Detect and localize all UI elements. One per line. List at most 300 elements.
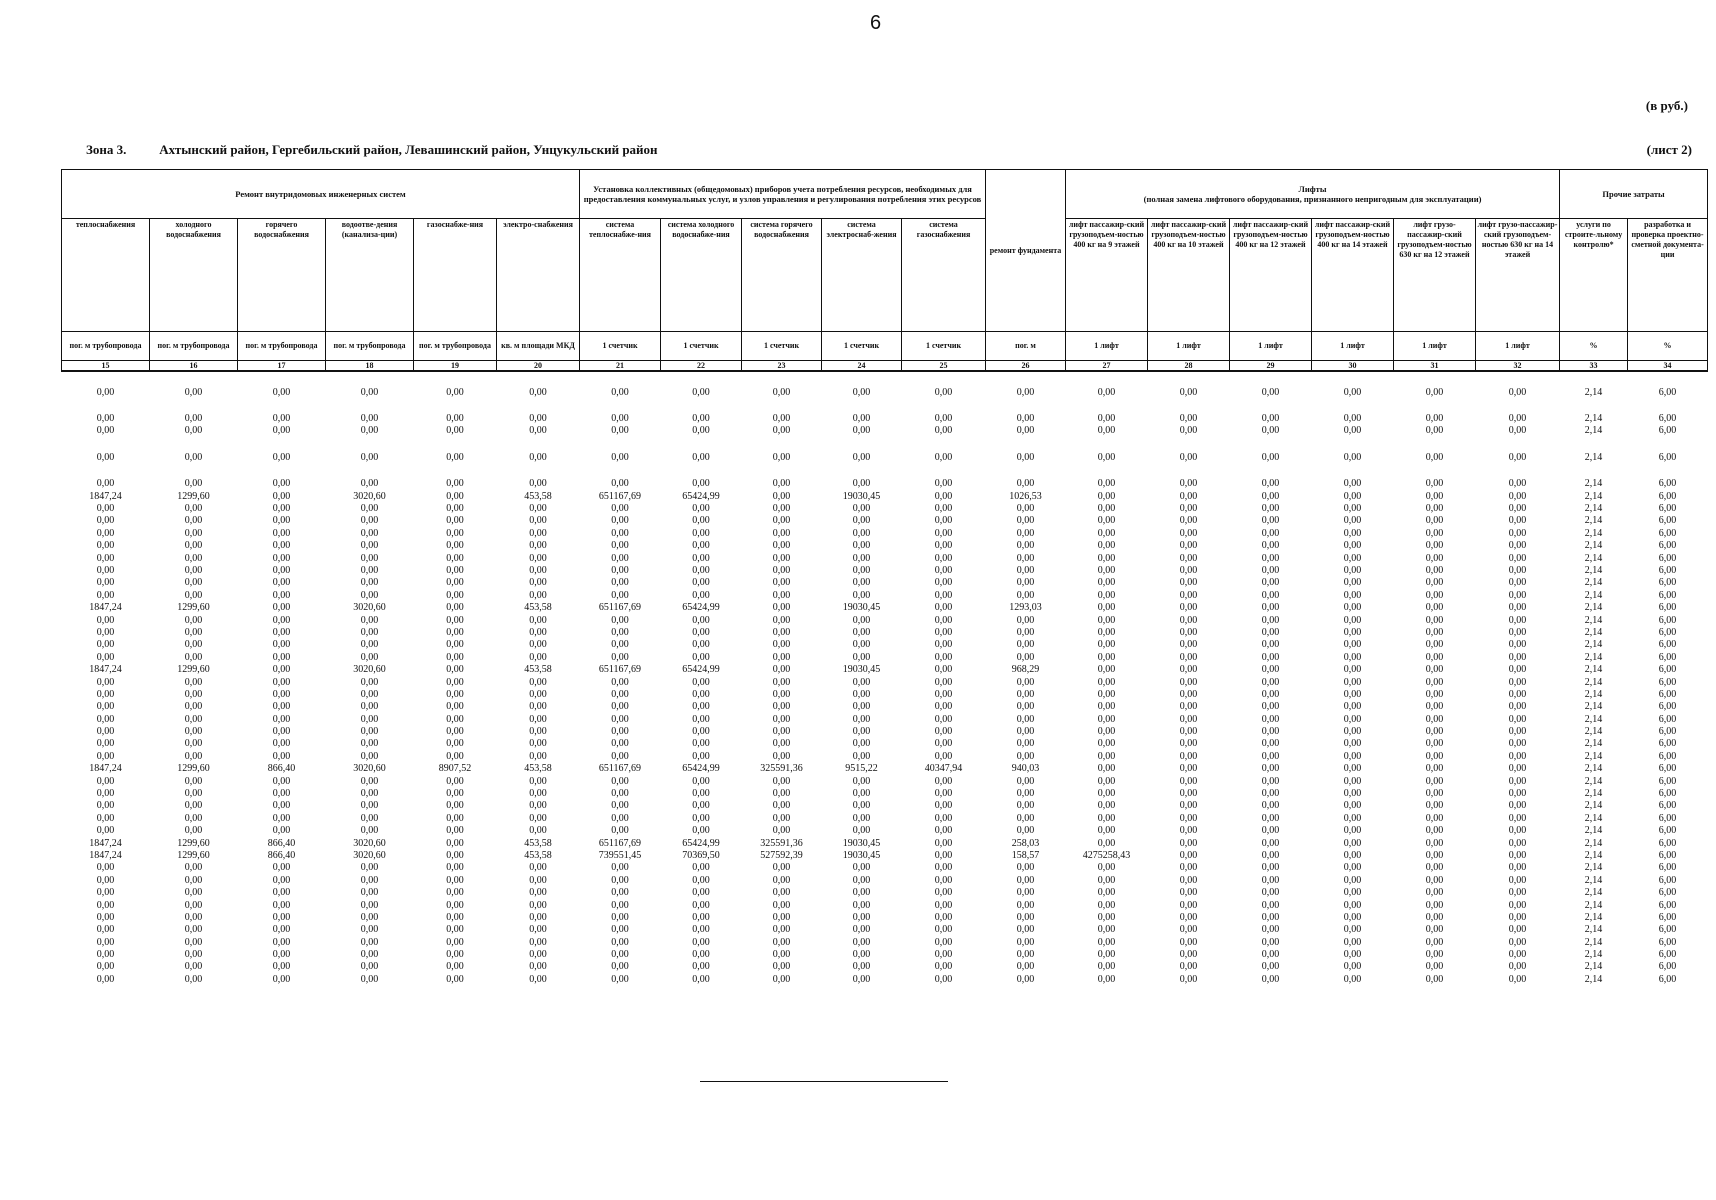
table-cell: 0,00 <box>852 911 871 923</box>
table-cell: 0,00 <box>1179 564 1198 576</box>
table-cell: 1847,24 <box>89 602 122 614</box>
table-cell: 453,58 <box>524 664 552 676</box>
table-cell: 0,00 <box>446 961 464 973</box>
table-cell: 0,00 <box>96 386 115 398</box>
table-cell: 0,00 <box>852 701 871 713</box>
table-cell: 0,00 <box>1179 899 1198 911</box>
table-row <box>62 614 1708 626</box>
table-cell: 2,14 <box>1584 738 1603 750</box>
table-cell: 0,00 <box>1097 738 1116 750</box>
table-cell: 0,00 <box>1508 924 1527 936</box>
table-cell: 0,00 <box>1343 936 1362 948</box>
table-row <box>62 899 1708 911</box>
table-cell: 0,00 <box>1508 614 1527 626</box>
table-row <box>62 564 1708 576</box>
table-cell: 651167,69 <box>598 837 642 849</box>
table-cell: 0,00 <box>272 515 291 527</box>
table-cell: 0,00 <box>529 639 547 651</box>
table-cell: 0,00 <box>852 478 871 490</box>
table-cell: 0,00 <box>611 688 629 700</box>
table-cell: 0,00 <box>1425 503 1444 515</box>
table-cell: 0,00 <box>1261 812 1280 824</box>
table-cell: 0,00 <box>934 713 953 725</box>
table-cell: 0,00 <box>852 540 871 552</box>
table-cell: 1299,60 <box>177 490 210 502</box>
table-cell: 0,00 <box>934 540 953 552</box>
table-cell: 2,14 <box>1584 676 1603 688</box>
column-header-row <box>62 219 1708 332</box>
unit-cell: пог. м <box>986 332 1066 361</box>
table-cell: 0,00 <box>446 664 464 676</box>
table-cell: 0,00 <box>272 651 291 663</box>
table-cell: 0,00 <box>1261 911 1280 923</box>
table-cell: 0,00 <box>852 738 871 750</box>
table-cell: 0,00 <box>1508 775 1527 787</box>
table-cell: 453,58 <box>524 837 552 849</box>
table-cell: 0,00 <box>1508 973 1527 985</box>
table-cell: 0,00 <box>1508 911 1527 923</box>
table-cell: 0,00 <box>1016 577 1035 589</box>
table-cell: 0,00 <box>852 726 871 738</box>
table-cell: 0,00 <box>611 701 629 713</box>
table-cell: 0,00 <box>446 949 464 961</box>
table-cell: 0,00 <box>446 626 464 638</box>
table-cell: 0,00 <box>1016 701 1035 713</box>
table-cell: 0,00 <box>934 800 953 812</box>
table-cell: 0,00 <box>934 701 953 713</box>
table-cell: 0,00 <box>934 961 953 973</box>
table-cell: 0,00 <box>272 812 291 824</box>
table-cell: 0,00 <box>529 924 547 936</box>
table-cell: 1847,24 <box>89 849 122 861</box>
table-cell: 3020,60 <box>353 490 386 502</box>
table-row <box>62 626 1708 638</box>
table-cell: 0,00 <box>611 726 629 738</box>
table-row <box>62 948 1708 960</box>
table-cell: 0,00 <box>772 540 791 552</box>
table-cell: 0,00 <box>1097 911 1116 923</box>
column-header-28: лифт пассажир-ский грузоподъем-ностью 400 кг на 10 этажей <box>1148 219 1230 332</box>
table-cell: 0,00 <box>1179 911 1198 923</box>
table-cell: 0,00 <box>772 701 791 713</box>
table-cell: 0,00 <box>1425 862 1444 874</box>
table-body <box>62 371 1708 986</box>
unit-row <box>62 332 1708 361</box>
table-cell: 0,00 <box>852 961 871 973</box>
column-header-23: система горячего водоснабжения <box>742 219 822 332</box>
table-cell: 0,00 <box>184 626 203 638</box>
table-cell: 0,00 <box>184 800 203 812</box>
table-cell: 0,00 <box>1261 837 1280 849</box>
table-cell: 0,00 <box>446 589 464 601</box>
column-header-18: водоотве-дения (канализа-ции) <box>326 219 414 332</box>
table-cell: 0,00 <box>1508 862 1527 874</box>
table-cell: 0,00 <box>1425 688 1444 700</box>
table-row <box>62 837 1708 849</box>
table-cell: 0,00 <box>529 589 547 601</box>
table-cell: 0,00 <box>446 425 464 437</box>
column-header-29: лифт пассажир-ский грузоподъем-ностью 400 кг на 12 этажей <box>1230 219 1312 332</box>
table-cell: 0,00 <box>852 577 871 589</box>
table-cell: 0,00 <box>692 614 710 626</box>
table-cell: 0,00 <box>1016 936 1035 948</box>
table-cell: 0,00 <box>1016 413 1035 425</box>
table-cell: 6,00 <box>1658 639 1677 651</box>
unit-cell: пог. м трубопровода <box>326 332 414 361</box>
table-cell: 0,00 <box>1343 924 1362 936</box>
table-cell: 0,00 <box>1343 726 1362 738</box>
table-cell: 0,00 <box>272 490 291 502</box>
table-cell: 1847,24 <box>89 763 122 775</box>
table-cell: 0,00 <box>529 874 547 886</box>
table-cell: 0,00 <box>1097 386 1116 398</box>
table-cell: 2,14 <box>1584 614 1603 626</box>
table-cell: 0,00 <box>852 936 871 948</box>
table-cell: 0,00 <box>772 676 791 688</box>
table-cell: 0,00 <box>772 973 791 985</box>
table-cell: 0,00 <box>1508 413 1527 425</box>
table-header <box>62 170 1708 372</box>
table-cell: 0,00 <box>1508 713 1527 725</box>
table-row <box>62 552 1708 564</box>
table-cell: 0,00 <box>1261 924 1280 936</box>
table-cell: 0,00 <box>1016 887 1035 899</box>
table-cell: 3020,60 <box>353 837 386 849</box>
table-cell: 0,00 <box>692 639 710 651</box>
table-cell: 0,00 <box>1016 862 1035 874</box>
table-row <box>62 800 1708 812</box>
table-cell: 0,00 <box>96 651 115 663</box>
table-cell: 0,00 <box>96 911 115 923</box>
table-cell: 0,00 <box>360 688 379 700</box>
table-cell: 0,00 <box>1016 775 1035 787</box>
table-cell: 0,00 <box>1261 651 1280 663</box>
table-cell: 6,00 <box>1658 503 1677 515</box>
table-cell: 0,00 <box>1016 750 1035 762</box>
table-cell: 0,00 <box>272 973 291 985</box>
table-cell: 0,00 <box>772 602 791 614</box>
table-cell: 0,00 <box>1261 701 1280 713</box>
table-cell: 0,00 <box>692 949 710 961</box>
column-number: 18 <box>326 361 414 372</box>
table-cell: 0,00 <box>272 676 291 688</box>
table-cell: 0,00 <box>1261 490 1280 502</box>
table-cell: 0,00 <box>1097 664 1116 676</box>
table-cell: 0,00 <box>446 564 464 576</box>
table-cell: 0,00 <box>1425 726 1444 738</box>
table-cell: 0,00 <box>1343 589 1362 601</box>
table-cell: 0,00 <box>1508 589 1527 601</box>
table-cell: 0,00 <box>272 639 291 651</box>
table-cell: 6,00 <box>1658 478 1677 490</box>
table-cell: 0,00 <box>96 451 115 463</box>
column-number: 29 <box>1230 361 1312 372</box>
table-cell: 0,00 <box>529 503 547 515</box>
table-cell: 0,00 <box>1179 425 1198 437</box>
table-cell: 0,00 <box>1343 386 1362 398</box>
table-row <box>62 663 1708 675</box>
table-cell: 0,00 <box>1179 726 1198 738</box>
table-cell: 0,00 <box>1425 899 1444 911</box>
table-cell: 0,00 <box>272 887 291 899</box>
table-cell: 0,00 <box>272 527 291 539</box>
table-cell: 0,00 <box>1425 775 1444 787</box>
column-header-30: лифт пассажир-ский грузоподъем-ностью 400 кг на 14 этажей <box>1312 219 1394 332</box>
table-cell: 0,00 <box>692 899 710 911</box>
table-cell: 0,00 <box>692 800 710 812</box>
column-header-25: система газоснабжения <box>902 219 986 332</box>
column-header-26: ремонт фундамента <box>986 170 1066 332</box>
table-cell: 0,00 <box>692 626 710 638</box>
table-cell: 0,00 <box>184 701 203 713</box>
table-cell: 0,00 <box>96 540 115 552</box>
table-cell: 0,00 <box>272 862 291 874</box>
table-cell: 0,00 <box>611 788 629 800</box>
unit-cell: пог. м трубопровода <box>150 332 238 361</box>
table-cell: 0,00 <box>772 862 791 874</box>
table-cell: 0,00 <box>611 899 629 911</box>
table-row <box>62 490 1708 502</box>
table-cell: 0,00 <box>611 775 629 787</box>
table-row <box>62 886 1708 898</box>
table-cell: 0,00 <box>96 874 115 886</box>
unit-cell: 1 лифт <box>1476 332 1560 361</box>
table-row <box>62 713 1708 725</box>
table-cell: 0,00 <box>446 911 464 923</box>
table-cell: 0,00 <box>1343 874 1362 886</box>
table-cell: 0,00 <box>692 713 710 725</box>
table-cell: 0,00 <box>529 750 547 762</box>
table-cell: 0,00 <box>360 540 379 552</box>
table-cell: 0,00 <box>1179 478 1198 490</box>
table-cell: 0,00 <box>1425 626 1444 638</box>
table-cell: 6,00 <box>1658 676 1677 688</box>
cost-table-container <box>61 169 1707 986</box>
table-cell: 0,00 <box>772 887 791 899</box>
table-cell: 0,00 <box>852 386 871 398</box>
table-row <box>62 502 1708 514</box>
table-cell: 0,00 <box>1097 527 1116 539</box>
table-cell: 0,00 <box>611 589 629 601</box>
table-cell: 6,00 <box>1658 413 1677 425</box>
unit-cell: % <box>1560 332 1628 361</box>
table-cell: 0,00 <box>184 589 203 601</box>
table-cell: 0,00 <box>1097 602 1116 614</box>
table-cell: 0,00 <box>692 812 710 824</box>
table-cell: 0,00 <box>184 688 203 700</box>
table-cell: 0,00 <box>446 515 464 527</box>
table-cell: 0,00 <box>1097 651 1116 663</box>
table-cell: 0,00 <box>692 540 710 552</box>
table-cell: 0,00 <box>611 887 629 899</box>
table-cell: 0,00 <box>772 788 791 800</box>
unit-cell: 1 счетчик <box>661 332 742 361</box>
table-cell: 0,00 <box>1343 639 1362 651</box>
table-cell: 0,00 <box>1179 589 1198 601</box>
table-cell: 0,00 <box>611 936 629 948</box>
table-cell: 6,00 <box>1658 924 1677 936</box>
table-cell: 0,00 <box>852 887 871 899</box>
table-cell: 2,14 <box>1584 626 1603 638</box>
table-cell: 0,00 <box>360 899 379 911</box>
table-cell: 0,00 <box>446 614 464 626</box>
table-cell: 651167,69 <box>598 763 642 775</box>
table-cell: 0,00 <box>1343 527 1362 539</box>
column-number: 16 <box>150 361 238 372</box>
table-cell: 0,00 <box>611 961 629 973</box>
table-cell: 0,00 <box>1097 503 1116 515</box>
table-cell: 0,00 <box>1508 577 1527 589</box>
table-cell: 0,00 <box>852 425 871 437</box>
table-cell: 0,00 <box>272 738 291 750</box>
table-cell: 0,00 <box>692 775 710 787</box>
table-cell: 0,00 <box>1016 825 1035 837</box>
table-cell: 0,00 <box>1508 874 1527 886</box>
table-cell: 0,00 <box>1508 887 1527 899</box>
table-cell: 0,00 <box>1343 800 1362 812</box>
table-cell: 0,00 <box>1343 688 1362 700</box>
table-cell: 6,00 <box>1658 788 1677 800</box>
table-cell: 0,00 <box>272 564 291 576</box>
table-cell: 0,00 <box>934 552 953 564</box>
table-cell: 0,00 <box>934 788 953 800</box>
table-cell: 0,00 <box>1425 602 1444 614</box>
table-cell: 0,00 <box>1261 413 1280 425</box>
table-cell: 0,00 <box>272 924 291 936</box>
table-cell: 0,00 <box>1016 552 1035 564</box>
table-cell: 0,00 <box>1425 924 1444 936</box>
column-number: 32 <box>1476 361 1560 372</box>
table-cell: 0,00 <box>446 552 464 564</box>
table-cell: 2,14 <box>1584 515 1603 527</box>
table-cell: 0,00 <box>934 849 953 861</box>
table-cell: 0,00 <box>772 503 791 515</box>
table-cell: 0,00 <box>446 812 464 824</box>
table-cell: 0,00 <box>1261 540 1280 552</box>
table-cell: 1299,60 <box>177 837 210 849</box>
table-cell: 0,00 <box>1508 478 1527 490</box>
table-cell: 0,00 <box>611 874 629 886</box>
table-cell: 0,00 <box>772 825 791 837</box>
table-cell: 0,00 <box>96 738 115 750</box>
table-cell: 6,00 <box>1658 738 1677 750</box>
table-cell: 0,00 <box>692 738 710 750</box>
table-cell: 0,00 <box>1179 614 1198 626</box>
table-cell: 19030,45 <box>842 664 881 676</box>
table-cell: 0,00 <box>1425 664 1444 676</box>
table-cell: 2,14 <box>1584 800 1603 812</box>
table-cell: 0,00 <box>1425 800 1444 812</box>
table-cell: 0,00 <box>272 961 291 973</box>
table-cell: 0,00 <box>772 626 791 638</box>
table-cell: 0,00 <box>96 701 115 713</box>
table-cell: 0,00 <box>1179 552 1198 564</box>
table-cell: 0,00 <box>360 788 379 800</box>
table-cell: 0,00 <box>934 564 953 576</box>
table-cell: 0,00 <box>184 738 203 750</box>
table-cell: 2,14 <box>1584 602 1603 614</box>
table-cell: 0,00 <box>1425 527 1444 539</box>
table-cell: 0,00 <box>1097 961 1116 973</box>
table-cell: 0,00 <box>529 552 547 564</box>
table-cell: 0,00 <box>272 874 291 886</box>
unit-cell: 1 счетчик <box>580 332 661 361</box>
table-cell: 0,00 <box>611 386 629 398</box>
table-cell: 0,00 <box>934 936 953 948</box>
table-cell: 0,00 <box>692 973 710 985</box>
table-cell: 9515,22 <box>845 763 878 775</box>
table-cell: 0,00 <box>1016 425 1035 437</box>
table-cell: 0,00 <box>446 639 464 651</box>
table-cell: 6,00 <box>1658 837 1677 849</box>
table-cell: 65424,99 <box>682 664 720 676</box>
table-cell: 0,00 <box>446 837 464 849</box>
table-cell: 0,00 <box>529 451 547 463</box>
table-cell: 0,00 <box>772 478 791 490</box>
table-cell: 0,00 <box>772 899 791 911</box>
column-number: 27 <box>1066 361 1148 372</box>
table-cell: 6,00 <box>1658 750 1677 762</box>
column-number: 22 <box>661 361 742 372</box>
table-cell: 0,00 <box>1261 688 1280 700</box>
table-cell: 2,14 <box>1584 664 1603 676</box>
table-cell: 0,00 <box>772 614 791 626</box>
table-cell: 0,00 <box>184 726 203 738</box>
table-cell: 0,00 <box>96 688 115 700</box>
table-cell: 0,00 <box>611 425 629 437</box>
table-cell: 0,00 <box>529 651 547 663</box>
table-cell: 6,00 <box>1658 713 1677 725</box>
table-cell: 0,00 <box>529 775 547 787</box>
table-cell: 0,00 <box>529 936 547 948</box>
table-cell: 0,00 <box>1343 862 1362 874</box>
table-cell: 0,00 <box>772 651 791 663</box>
table-cell: 2,14 <box>1584 961 1603 973</box>
table-cell: 0,00 <box>529 701 547 713</box>
table-cell: 0,00 <box>446 602 464 614</box>
table-cell: 0,00 <box>692 564 710 576</box>
table-cell: 0,00 <box>611 451 629 463</box>
table-cell: 0,00 <box>1343 713 1362 725</box>
table-cell: 0,00 <box>934 515 953 527</box>
table-cell: 0,00 <box>1016 478 1035 490</box>
table-cell: 0,00 <box>852 949 871 961</box>
column-number: 25 <box>902 361 986 372</box>
table-cell: 0,00 <box>1261 849 1280 861</box>
table-cell: 0,00 <box>1425 837 1444 849</box>
table-cell: 6,00 <box>1658 812 1677 824</box>
table-cell: 2,14 <box>1584 451 1603 463</box>
table-cell: 325591,36 <box>760 763 803 775</box>
table-cell: 0,00 <box>446 701 464 713</box>
table-cell: 0,00 <box>611 552 629 564</box>
table-cell: 0,00 <box>184 825 203 837</box>
table-cell: 0,00 <box>1425 973 1444 985</box>
table-cell: 0,00 <box>529 800 547 812</box>
table-cell: 258,03 <box>1011 837 1040 849</box>
table-cell: 6,00 <box>1658 862 1677 874</box>
table-cell: 0,00 <box>184 451 203 463</box>
table-cell: 0,00 <box>934 812 953 824</box>
table-cell: 158,57 <box>1011 849 1040 861</box>
table-cell: 0,00 <box>96 750 115 762</box>
table-cell: 0,00 <box>1508 651 1527 663</box>
table-cell: 0,00 <box>272 451 291 463</box>
table-cell: 0,00 <box>446 750 464 762</box>
table-cell: 2,14 <box>1584 527 1603 539</box>
table-cell: 0,00 <box>1016 614 1035 626</box>
table-cell: 0,00 <box>1425 750 1444 762</box>
